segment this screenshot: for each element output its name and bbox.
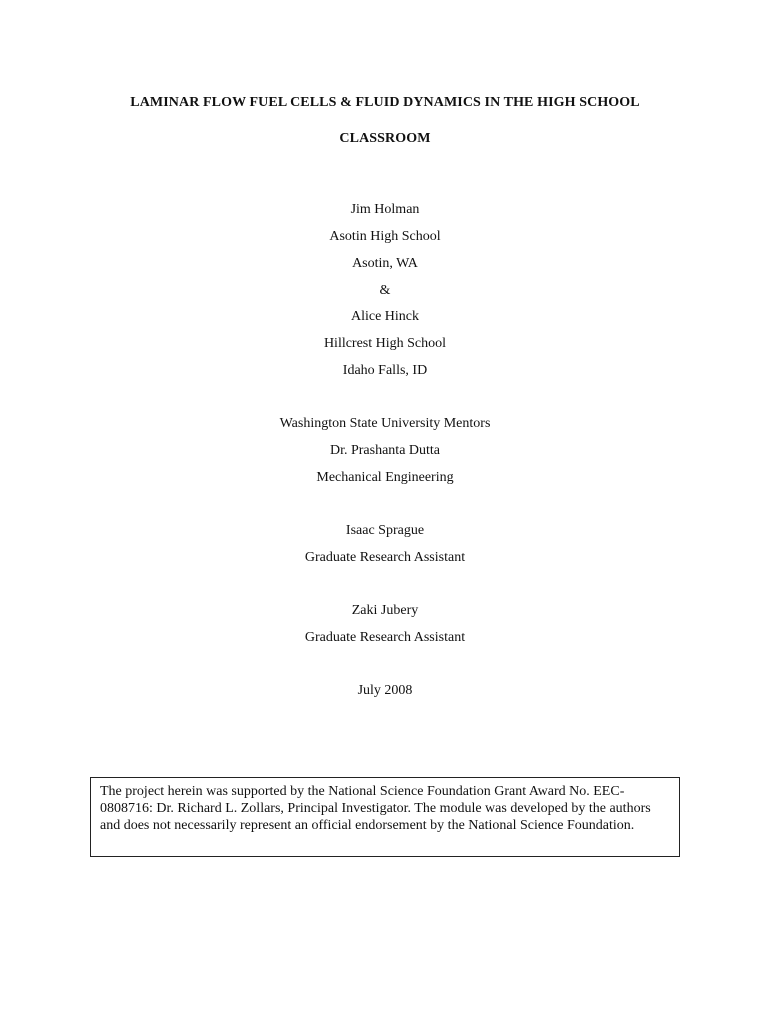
author-school-2: Hillcrest High School [323,336,447,351]
assistant-name-1: Isaac Sprague [345,523,425,538]
document-title-line-1: LAMINAR FLOW FUEL CELLS & FLUID DYNAMICS IN THE HIGH SCHOOL [130,95,640,110]
mentors-heading: Washington State University Mentors [279,416,491,431]
author-name-2: Alice Hinck [350,309,420,324]
author-separator: & [379,283,391,298]
author-name-1: Jim Holman [350,202,420,217]
assistant-name-2: Zaki Jubery [351,603,419,618]
document-date: July 2008 [357,683,413,698]
mentor-department: Mechanical Engineering [316,470,454,485]
assistant-role-1: Graduate Research Assistant [304,550,466,565]
funding-notice-box: The project herein was supported by the National Science Foundation Grant Award No. EEC-0808716: Dr. Richard L. Zollars, Principal Investigator. The module was developed by the authors and does not necessarily represent an official endorsement by the National Science Foundation. [90,777,680,857]
author-location-1: Asotin, WA [352,256,418,271]
mentor-name: Dr. Prashanta Dutta [329,443,441,458]
author-school-1: Asotin High School [329,229,441,244]
assistant-role-2: Graduate Research Assistant [304,630,466,645]
document-title-line-2: CLASSROOM [339,131,431,146]
author-location-2: Idaho Falls, ID [342,363,428,378]
